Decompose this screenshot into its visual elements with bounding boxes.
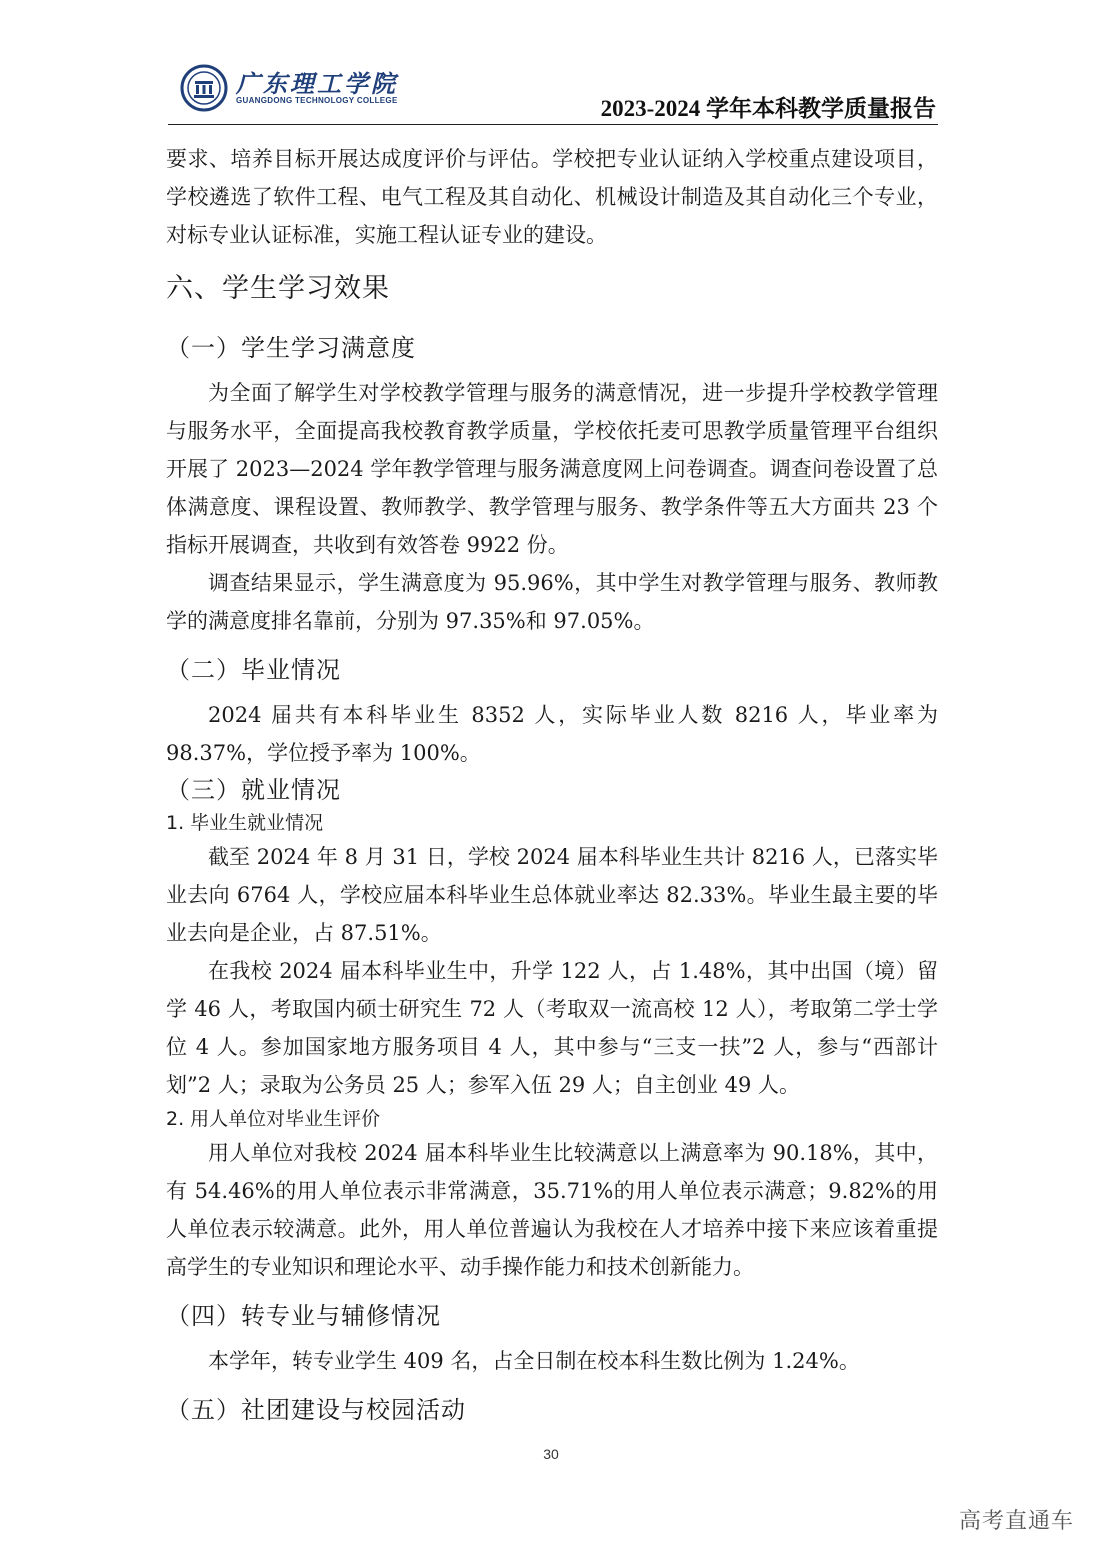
subsection-title-employment: （三）就业情况 [166,776,341,804]
subsection-title-graduation: （二）毕业情况 [166,656,341,684]
document-body [166,140,938,1436]
satisfaction-paragraph-2: 调查结果显示，学生满意度为 95.96%，其中学生对教学管理与服务、教师教学的满意度排名靠前，分别为 97.35%和 97.05%。 [166,571,938,633]
employment-paragraph-2: 在我校 2024 届本科毕业生中，升学 122 人，占 1.48%，其中出国（境）留学 46 人，考取国内硕士研究生 72 人（考取双一流高校 12 人），考取第二学士学位 4 人。参加国家地方服务项目 4 人，其中参与“三支一扶”2 人，参与“西部计划”2 人；录取为公务员 25 人；参军入伍 29 人；自主创业 49 人。 [166,959,938,1097]
page-header [168,58,938,128]
employment-paragraph-1: 截至 2024 年 8 月 31 日，学校 2024 届本科毕业生共计 8216 人，已落实毕业去向 6764 人，学校应届本科毕业生总体就业率达 82.33%。毕业生最主要的毕业去向是企业，占 87.51%。 [166,845,938,945]
subsection-title-major-transfer: （四）转专业与辅修情况 [166,1302,441,1330]
employer-evaluation-paragraph: 用人单位对我校 2024 届本科毕业生比较满意以上满意率为 90.18%，其中，有 54.46%的用人单位表示非常满意，35.71%的用人单位表示满意；9.82%的用人单位表示较满意。此外，用人单位普遍认为我校在人才培养中接下来应该着重提高学生的专业知识和理论水平、动手操作能力和技术创新能力。 [166,1141,938,1279]
watermark: 高考直通车 [958,1509,1074,1534]
intro-paragraph: 要求、培养目标开展达成度评价与评估。学校把专业认证纳入学校重点建设项目，学校遴选了软件工程、电气工程及其自动化、机械设计制造及其自动化三个专业，对标专业认证标准，实施工程认证专业的建设。 [166,147,938,247]
school-name-cn: 广东理工学院 [236,70,398,98]
employment-item-title-2: 2. 用人单位对毕业生评价 [166,1108,381,1130]
report-title: 2023-2024 学年本科教学质量报告 [600,96,936,121]
satisfaction-paragraph-1: 为全面了解学生对学校教学管理与服务的满意情况，进一步提升学校教学管理与服务水平，全面提高我校教育教学质量，学校依托麦可思教学质量管理平台组织开展了 2023—2024 学年教学管理与服务满意度网上问卷调查。调查问卷设置了总体满意度、课程设置、教师教学、教学管理与服务、教学条件等五大方面共 23 个指标开展调查，共收到有效答卷 9922 份。 [166,381,938,557]
major-transfer-paragraph: 本学年，转专业学生 409 名，占全日制在校本科生数比例为 1.24%。 [208,1349,860,1373]
subsection-title-satisfaction: （一）学生学习满意度 [166,334,416,362]
employment-item-title-1: 1. 毕业生就业情况 [166,812,324,834]
college-emblem-icon [180,64,228,112]
subsection-title-clubs: （五）社团建设与校园活动 [166,1396,466,1424]
page-number: 30 [543,1446,559,1462]
graduation-paragraph: 2024 届共有本科毕业生 8352 人，实际毕业人数 8216 人，毕业率为 98.37%，学位授予率为 100%。 [166,703,938,765]
school-name-en: GUANGDONG TECHNOLOGY COLLEGE [236,96,398,105]
section-title: 六、学生学习效果 [166,273,390,304]
header-divider [168,124,938,125]
